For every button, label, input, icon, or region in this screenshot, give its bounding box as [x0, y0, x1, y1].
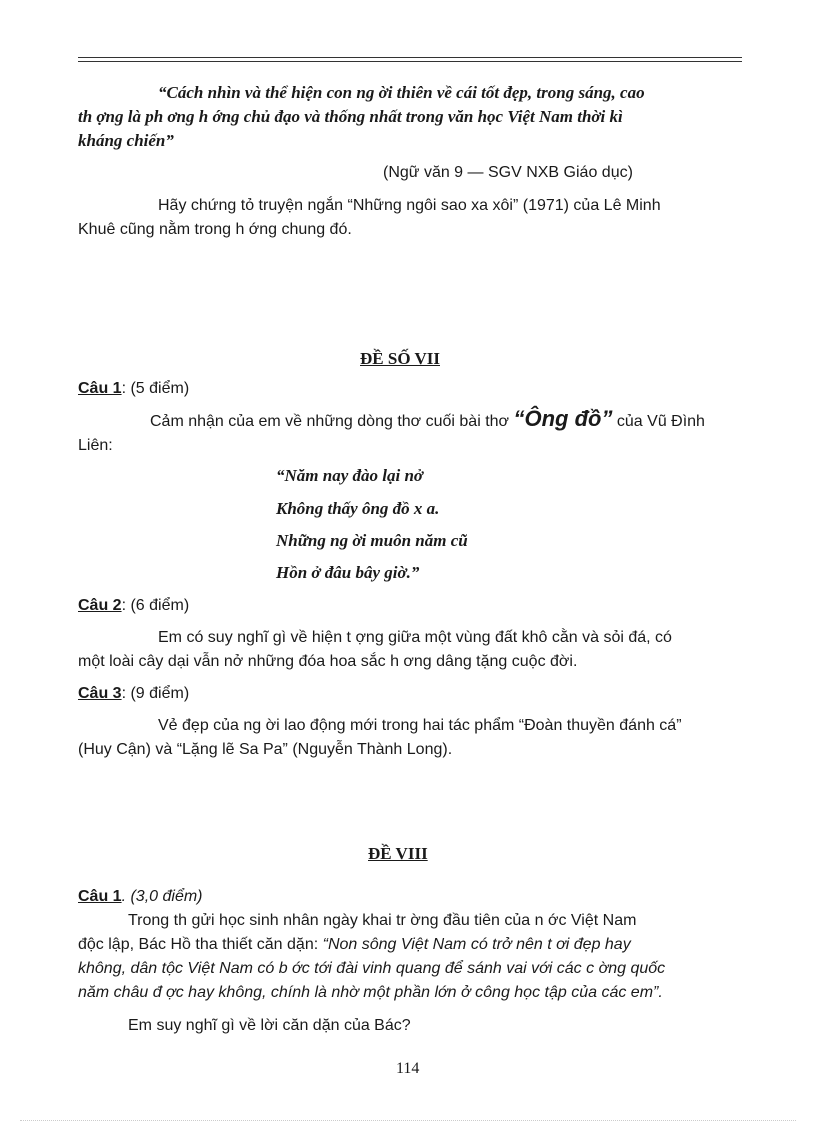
de7-cau2-line-1: Em có suy nghĩ gì về hiện t ợng giữa một vùng đất khô cằn và sỏi đá, có — [158, 629, 672, 646]
poem-title: “Ông đồ” — [513, 406, 613, 431]
de8-cau1-line-4: năm châu đ ợc hay không, chính là nhờ một phần lớn ở công học tập của các em”. — [78, 984, 663, 1001]
de8-cau1-line-2-quote: “Non sông Việt Nam có trở nên t ơi đẹp hay — [322, 936, 631, 953]
task-line-1: Hãy chứng tỏ truyện ngắn “Những ngôi sao xa xôi” (1971) của Lê Minh — [158, 197, 661, 214]
de7-cau1-text-2: Liên: — [78, 437, 113, 454]
quote-source: (Ngữ văn 9 — SGV NXB Giáo dục) — [383, 164, 633, 181]
de7-cau2-label: Câu 2 — [78, 597, 122, 614]
de7-cau2-header — [78, 595, 189, 617]
bottom-dotted-rule — [20, 1120, 796, 1121]
de8-cau1-line-2 — [78, 934, 631, 956]
de7-cau1-points: : (5 điểm) — [121, 380, 190, 397]
de7-cau3-points: : (9 điểm) — [121, 685, 190, 702]
header-rule-top — [78, 57, 742, 58]
de7-cau1-text-post: của Vũ Đình — [612, 413, 705, 430]
de7-cau2-line-2: một loài cây dại vẫn nở những đóa hoa sắc h ơng dâng tặng cuộc đời. — [78, 653, 578, 670]
de8-cau1-header — [78, 886, 203, 908]
de7-cau3-line-2: (Huy Cận) và “Lặng lẽ Sa Pa” (Nguyễn Thành Long). — [78, 741, 453, 758]
poem-line-2: Không thấy ông đồ x a. — [276, 499, 440, 518]
de7-cau3-line-1: Vẻ đẹp của ng ời lao động mới trong hai tác phẩm “Đoàn thuyền đánh cá” — [158, 717, 682, 734]
de7-cau1-header — [78, 378, 189, 400]
header-rule-bottom — [78, 61, 742, 62]
de8-cau1-line-3: không, dân tộc Việt Nam có b ớc tới đài vinh quang để sánh vai với các c ờng quốc — [78, 960, 666, 977]
de7-cau1-label: Câu 1 — [78, 380, 122, 397]
de7-cau3-header — [78, 683, 189, 705]
de8-cau1-line-1: Trong th gửi học sinh nhân ngày khai tr ờng đầu tiên của n ớc Việt Nam — [128, 912, 637, 929]
de8-cau1-label: Câu 1 — [78, 888, 122, 905]
quote-line-3: kháng chiến” — [78, 131, 174, 150]
de7-cau1-text-pre: Cảm nhận của em về những dòng thơ cuối bài thơ — [150, 413, 514, 430]
section-title-de-8: ĐỀ VIII — [368, 844, 428, 863]
section-title-de-7: ĐỀ SỐ VII — [360, 349, 440, 368]
poem-line-1: “Năm nay đào lại nở — [276, 466, 424, 485]
de7-cau1-text-1 — [150, 408, 705, 433]
de7-cau2-points: : (6 điểm) — [121, 597, 190, 614]
poem-line-3: Những ng ời muôn năm cũ — [276, 531, 468, 550]
poem-line-4: Hồn ở đâu bây giờ.” — [276, 563, 420, 582]
task-line-2: Khuê cũng nằm trong h ớng chung đó. — [78, 221, 352, 238]
page-number: 114 — [396, 1060, 420, 1077]
de7-cau3-label: Câu 3 — [78, 685, 122, 702]
de8-cau1-points: . (3,0 điểm) — [121, 888, 203, 905]
de8-cau1-line-5: Em suy nghĩ gì về lời căn dặn của Bác? — [128, 1017, 411, 1034]
quote-line-2: th ợng là ph ơng h ớng chủ đạo và thống nhất trong văn học Việt Nam thời kì — [78, 107, 623, 126]
quote-line-1: “Cách nhìn và thể hiện con ng ời thiên về cái tốt đẹp, trong sáng, cao — [158, 83, 645, 102]
de8-cau1-line-2-pre: độc lập, Bác Hồ tha thiết căn dặn: — [78, 936, 323, 953]
